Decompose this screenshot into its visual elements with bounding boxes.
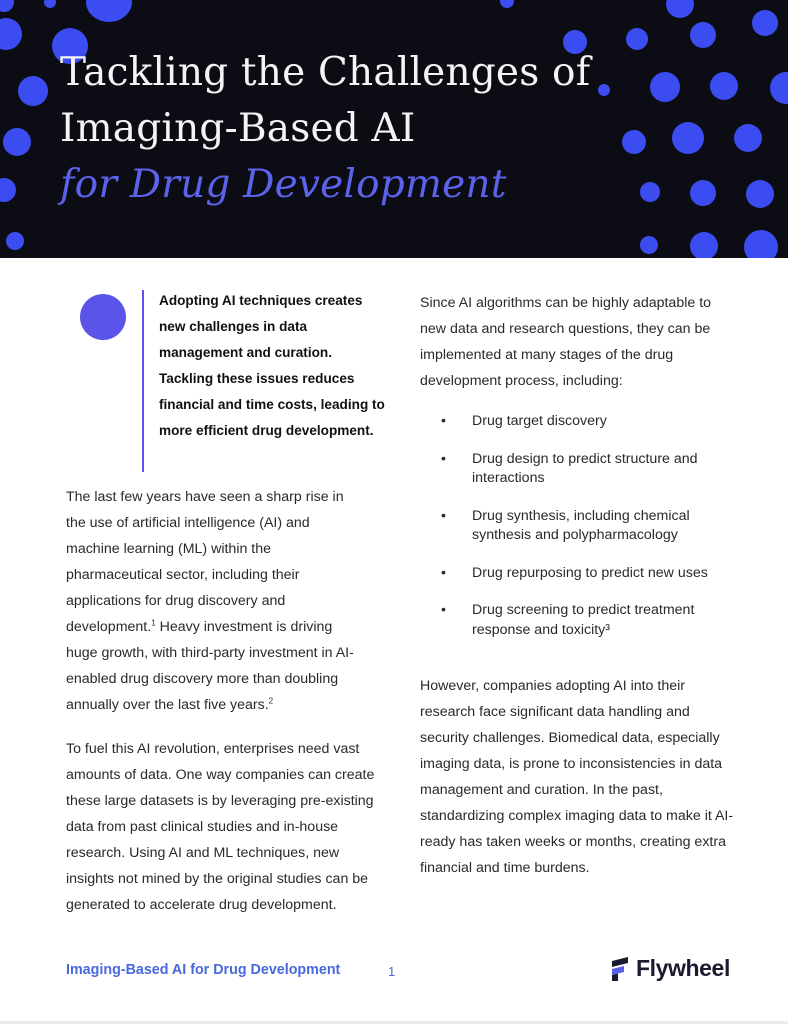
decor-dot (690, 232, 718, 258)
decor-dot (640, 182, 660, 202)
pull-quote: Adopting AI techniques creates new challenges in data management and curation. Tackling these issues reduces financial and time costs, leading to more efficient drug development. (159, 293, 385, 438)
decor-dot (672, 122, 704, 154)
list-item: • Drug screening to predict treatment response and toxicity³ (420, 601, 740, 640)
decor-dot (690, 180, 716, 206)
decor-dot (86, 0, 132, 22)
decor-dot (770, 72, 788, 104)
intro-paragraph (66, 484, 366, 718)
pull-quote-dot-icon (80, 294, 126, 340)
list-item: • Drug design to predict structure and interactions (420, 450, 740, 489)
decor-dot (598, 84, 610, 96)
page-number: 1 (388, 964, 396, 979)
brand-name: Flywheel (636, 955, 730, 981)
decor-dot (744, 230, 778, 258)
challenges-paragraph: However, companies adopting AI into their research face significant data handling and security challenges. Biomedical data, especially imaging data, is prone to inconsistencies in data management and curation. In the past, standardizing complex imaging data to make it AI-ready has taken weeks or months, creating extra financial and time burdens. (420, 678, 734, 876)
decor-dot (650, 72, 680, 102)
intro-paragraph-text-cont: Heavy investment is driving huge growth, with third-party investment in AI-enabled drug discovery more than doubling annually over the last five years. (66, 619, 354, 713)
data-paragraph: To fuel this AI revolution, enterprises need vast amounts of data. One way companies can create these large datasets is by leveraging pre-existing data from past clinical studies and in-house research. Using AI and ML techniques, new insights not mined by the original studies can be generated to accelerate drug development. (66, 741, 375, 913)
stages-list (420, 412, 740, 640)
page-title-line-2: Imaging-Based AI (60, 106, 416, 151)
list-item: • Drug target discovery (420, 412, 740, 432)
decor-dot (622, 130, 646, 154)
list-item: • Drug synthesis, including chemical synthesis and polypharmacology (420, 507, 740, 546)
decor-dot (626, 28, 648, 50)
stages-intro-paragraph: Since AI algorithms can be highly adaptable to new data and research questions, they can be implemented at many stages of the drug development process, including: (420, 295, 712, 389)
decor-dot (18, 76, 48, 106)
decor-dot (0, 178, 16, 202)
decor-dot (710, 72, 738, 100)
decor-dot (746, 180, 774, 208)
header-banner (0, 0, 788, 258)
decor-dot (752, 10, 778, 36)
flywheel-logo-icon (610, 957, 630, 981)
decor-dot (666, 0, 694, 18)
list-item: • Drug repurposing to predict new uses (420, 564, 740, 584)
page-title-accent: for Drug Development (60, 162, 507, 207)
decor-dot (0, 18, 22, 50)
pull-quote-bar (142, 290, 144, 472)
page-title-line-1: Tackling the Challenges of (60, 50, 591, 95)
decor-dot (0, 0, 14, 12)
decor-dot (690, 22, 716, 48)
footer-document-title: Imaging-Based AI for Drug Development (66, 962, 341, 978)
decor-dot (734, 124, 762, 152)
decor-dot (3, 128, 31, 156)
decor-dot (6, 232, 24, 250)
footnote-ref-2: 2 (268, 696, 274, 706)
decor-dot (44, 0, 56, 8)
intro-paragraph-text: The last few years have seen a sharp rise in the use of artificial intelligence (AI) and machine learning (ML) within the pharmaceutical sector, including their applications for drug discovery and development. (66, 489, 344, 635)
footnote-ref-1: 1 (151, 618, 156, 628)
brand-logo (610, 955, 730, 982)
decor-dot (500, 0, 514, 8)
decor-dot (640, 236, 658, 254)
